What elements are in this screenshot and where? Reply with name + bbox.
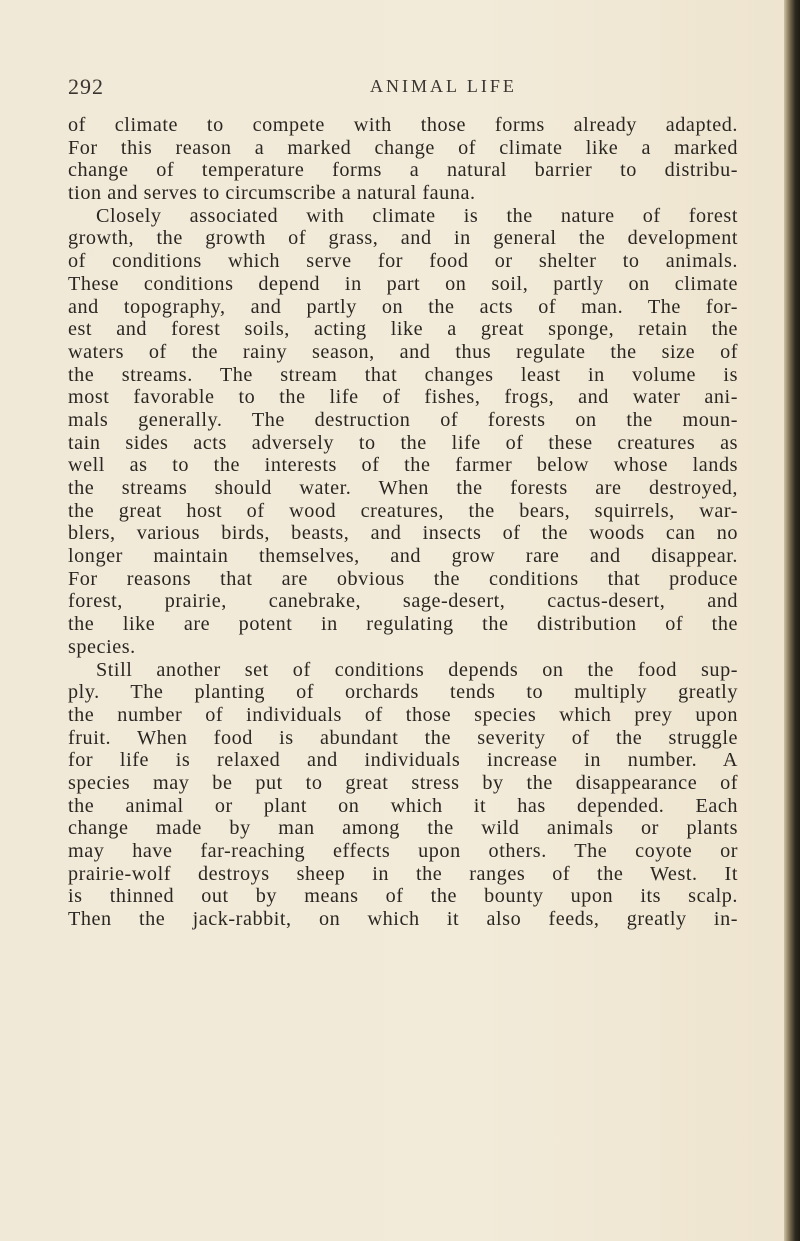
text-line: Then the jack-rabbit, on which it also feeds, greatly in- bbox=[68, 908, 738, 931]
text-line: blers, various birds, beasts, and insects of the woods can no bbox=[68, 522, 738, 545]
text-line: change of temperature forms a natural barrier to distribu- bbox=[68, 159, 738, 182]
text-line: may have far-reaching effects upon others. The coyote or bbox=[68, 840, 738, 862]
text-line: well as to the interests of the farmer below whose lands bbox=[68, 454, 738, 477]
text-line: prairie-wolf destroys sheep in the ranges of the West. It bbox=[68, 862, 738, 885]
book-binding-edge bbox=[784, 0, 800, 1241]
text-line: mals generally. The destruction of forests on the moun- bbox=[68, 408, 738, 431]
text-line: for life is relaxed and individuals increase in number. A bbox=[68, 749, 738, 772]
page-header bbox=[68, 74, 738, 104]
text-line: forest, prairie, canebrake, sage-desert, cactus-desert, and bbox=[68, 590, 738, 613]
text-line: ply. The planting of orchards tends to multiply greatly bbox=[68, 681, 738, 704]
text-line: the number of individuals of those species which prey upon bbox=[68, 703, 738, 726]
text-line: and topography, and partly on the acts of man. The for- bbox=[68, 295, 738, 318]
text-line: the streams should water. When the forests are destroyed, bbox=[68, 477, 738, 499]
page-number: 292 bbox=[68, 74, 104, 99]
text-line: waters of the rainy season, and thus regulate the size of bbox=[68, 340, 738, 363]
text-line: fruit. When food is abundant the severity of the struggle bbox=[68, 726, 738, 749]
text-line: tion and serves to circumscribe a natural fauna. bbox=[68, 182, 476, 205]
text-line: For reasons that are obvious the conditions that produce bbox=[68, 567, 738, 590]
body-text bbox=[68, 114, 738, 931]
text-line: the streams. The stream that changes least in volume is bbox=[68, 363, 738, 386]
text-line: species. bbox=[68, 635, 136, 658]
text-line: tain sides acts adversely to the life of these creatures as bbox=[68, 431, 738, 454]
text-line: the like are potent in regulating the distribution of the bbox=[68, 613, 738, 636]
text-line: the great host of wood creatures, the bears, squirrels, war- bbox=[68, 499, 738, 522]
text-line: the animal or plant on which it has depended. Each bbox=[68, 794, 738, 817]
text-line: For this reason a marked change of climate like a marked bbox=[68, 136, 738, 159]
text-line: longer maintain themselves, and grow rare and disappear. bbox=[68, 545, 738, 568]
running-head: ANIMAL LIFE bbox=[370, 76, 517, 96]
text-line: growth, the growth of grass, and in general the development bbox=[68, 227, 738, 250]
text-line: est and forest soils, acting like a great sponge, retain the bbox=[68, 318, 738, 341]
text-line: species may be put to great stress by the disappearance of bbox=[68, 771, 738, 794]
text-line: of climate to compete with those forms already adapted. bbox=[68, 114, 738, 136]
text-line: of conditions which serve for food or shelter to animals. bbox=[68, 250, 738, 273]
text-line: Closely associated with climate is the nature of forest bbox=[96, 204, 738, 227]
text-line: most favorable to the life of fishes, frogs, and water ani- bbox=[68, 386, 738, 409]
text-line: These conditions depend in part on soil, partly on climate bbox=[68, 272, 738, 295]
text-line: change made by man among the wild animals or plants bbox=[68, 817, 738, 840]
text-line: is thinned out by means of the bounty upon its scalp. bbox=[68, 885, 738, 908]
text-line: Still another set of conditions depends on the food sup- bbox=[96, 658, 738, 681]
